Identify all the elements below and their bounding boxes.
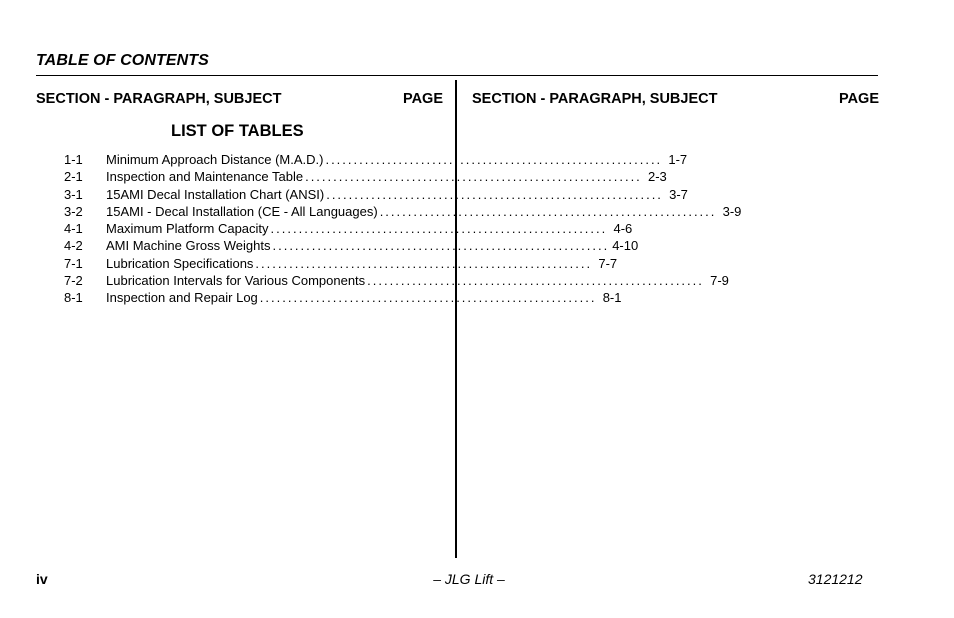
toc-entry[interactable] — [64, 186, 688, 203]
toc-dot-leader: ............................................................ — [272, 238, 610, 254]
toc-dot-leader: ............................................................ — [325, 152, 663, 167]
toc-entry-page: 7-9 — [710, 273, 729, 289]
toc-entry-number: 1-1 — [64, 152, 83, 167]
left-page-label: PAGE — [402, 91, 443, 107]
toc-entry[interactable] — [64, 220, 633, 237]
toc-entry-title: Inspection and Repair Log — [106, 290, 258, 306]
toc-entry-page: 7-7 — [598, 255, 618, 271]
right-column-header — [472, 91, 879, 111]
toc-entry-title: Minimum Approach Distance (M.A.D.) — [106, 152, 324, 167]
toc-entry-number: 7-1 — [64, 255, 83, 271]
toc-entry-number: 2-1 — [64, 169, 83, 185]
title-rule — [36, 75, 878, 76]
page-title: TABLE OF CONTENTS — [36, 52, 209, 69]
toc-dot-leader: ............................................................ — [305, 169, 642, 185]
toc-entry-page: 3-7 — [669, 186, 688, 202]
toc-entry-title: 15AMI - Decal Installation (CE - All Languages) — [106, 203, 378, 219]
toc-dot-leader: ............................................................ — [255, 255, 593, 271]
right-page-label: PAGE — [838, 91, 879, 107]
toc-dot-leader: ............................................................ — [270, 221, 608, 237]
toc-entry[interactable] — [64, 237, 639, 254]
toc-dot-leader: ............................................................ — [259, 290, 597, 306]
toc-entry[interactable] — [64, 168, 667, 185]
toc-entry-page: 4-6 — [613, 221, 633, 237]
toc-entry[interactable] — [64, 255, 618, 272]
toc-entry-page: 1-7 — [668, 152, 688, 167]
toc-entry[interactable] — [64, 272, 729, 289]
toc-entry-title: Maximum Platform Capacity — [106, 221, 269, 237]
toc-entry-title: 15AMI Decal Installation Chart (ANSI) — [106, 186, 325, 202]
toc-dot-leader: ............................................................ — [379, 203, 717, 219]
toc-entry[interactable] — [64, 151, 688, 168]
toc-entry-page: 2-3 — [648, 169, 667, 185]
right-section-label: SECTION - PARAGRAPH, SUBJECT — [472, 91, 718, 107]
toc-entry-title: Inspection and Maintenance Table — [106, 169, 304, 185]
toc-entry-title: AMI Machine Gross Weights — [106, 238, 271, 254]
toc-dot-leader: ............................................................ — [326, 186, 663, 202]
toc-entry-number: 7-2 — [64, 273, 83, 289]
toc-entry-page: 4-10 — [612, 238, 639, 254]
list-of-tables-heading: LIST OF TABLES — [171, 122, 304, 140]
toc-entry[interactable] — [64, 203, 742, 220]
toc-entry-title: Lubrication Intervals for Various Components — [106, 273, 366, 289]
left-column-header — [36, 91, 443, 111]
footer-document-number: 3121212 — [808, 571, 863, 587]
toc-dot-leader: ............................................................ — [367, 273, 704, 289]
toc-entry-page: 3-9 — [722, 203, 742, 219]
toc-entry-page: 8-1 — [602, 290, 622, 306]
list-of-tables — [64, 151, 742, 307]
footer-page-number: iv — [36, 571, 48, 587]
toc-entry-number: 3-1 — [64, 186, 83, 202]
toc-entry-title: Lubrication Specifications — [106, 255, 254, 271]
toc-entry-number: 4-1 — [64, 221, 83, 237]
toc-entry[interactable] — [64, 289, 622, 306]
footer-center-text: – JLG Lift – — [433, 571, 505, 587]
toc-entry-number: 8-1 — [64, 290, 83, 306]
left-section-label: SECTION - PARAGRAPH, SUBJECT — [36, 91, 282, 107]
toc-entry-number: 3-2 — [64, 203, 83, 219]
toc-entry-number: 4-2 — [64, 238, 83, 254]
